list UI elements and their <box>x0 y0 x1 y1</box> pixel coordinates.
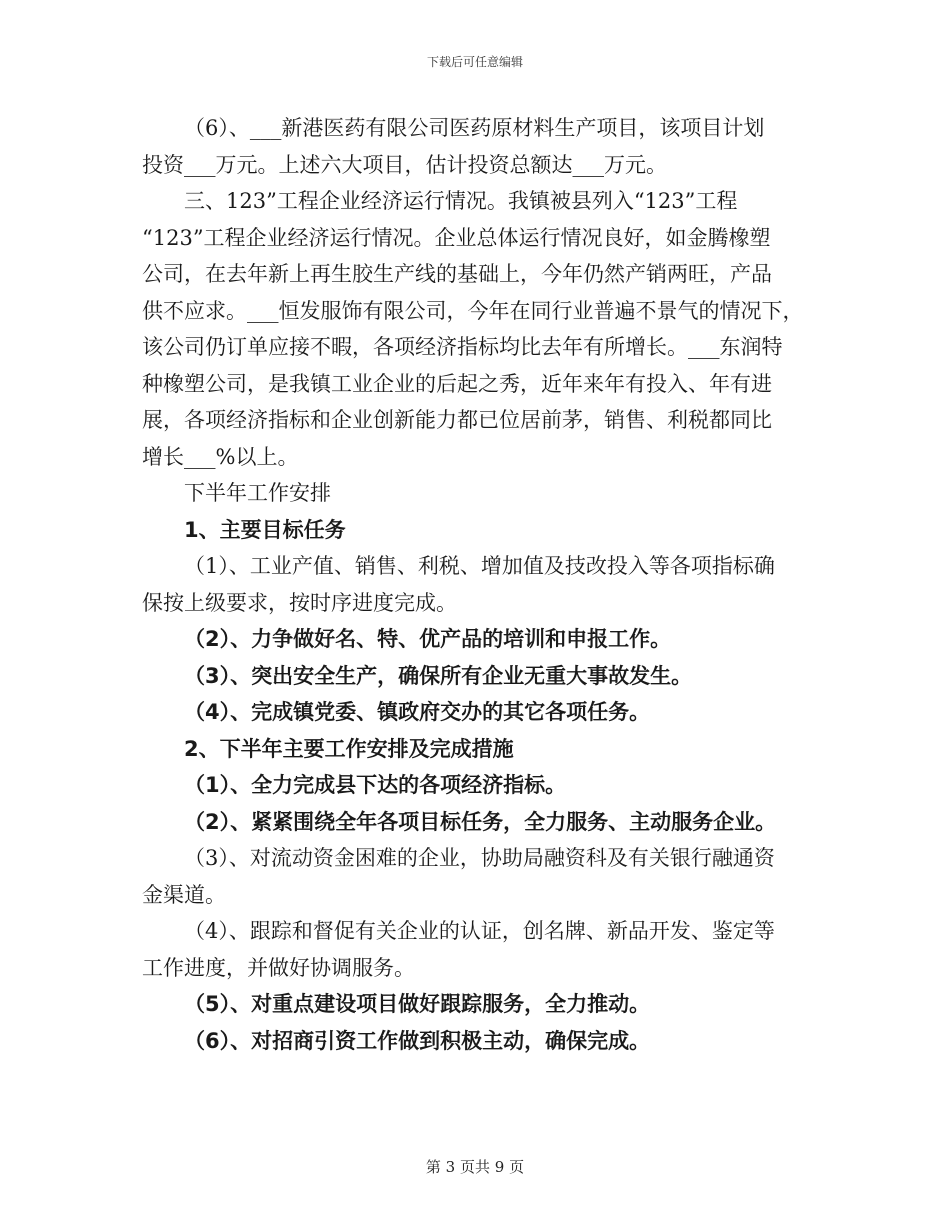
paragraph-line: 公司，在去年新上再生胶生产线的基础上，今年仍然产销两旺，产品 <box>142 262 772 286</box>
paragraph-line: （6）、___新港医药有限公司医药原材料生产项目，该项目计划 <box>184 116 765 140</box>
paragraph-line: （2）、力争做好名、特、优产品的培训和申报工作。 <box>184 627 672 651</box>
page-footer: 第 3 页共 9 页 <box>425 1158 525 1176</box>
paragraph-line: （6）、对招商引资工作做到积极主动，确保完成。 <box>184 1028 651 1053</box>
paragraph-line: 三、123”工程企业经济运行情况。我镇被县列入“123”工程 <box>184 189 738 213</box>
paragraph-line: 展，各项经济指标和企业创新能力都已位居前茅，销售、利税都同比 <box>142 408 772 432</box>
paragraph-line: 投资___万元。上述六大项目，估计投资总额达___万元。 <box>142 152 667 177</box>
paragraph-line: 工作进度，并做好协调服务。 <box>142 955 415 980</box>
paragraph-line: （3）、对流动资金困难的企业，协助局融资科及有关银行融通资 <box>184 846 775 870</box>
paragraph-line: 1、主要目标任务 <box>184 517 346 542</box>
paragraph-line: 金渠道。 <box>142 882 226 907</box>
paragraph-line: 2、下半年主要工作安排及完成措施 <box>184 736 514 761</box>
paragraph-line: “123”工程企业经济运行情况。企业总体运行情况良好，如金腾橡塑 <box>142 225 771 250</box>
paragraph-line: 供不应求。___恒发服饰有限公司，今年在同行业普遍不景气的情况下， <box>142 298 804 323</box>
paragraph-line: 种橡塑公司，是我镇工业企业的后起之秀，近年来年有投入、年有进 <box>142 371 772 396</box>
paragraph-line: 保按上级要求，按时序进度完成。 <box>142 590 457 615</box>
paragraph-line: （1）、全力完成县下达的各项经济指标。 <box>184 773 567 797</box>
paragraph-line: （5）、对重点建设项目做好跟踪服务，全力推动。 <box>184 992 651 1016</box>
paragraph-line: （1）、工业产值、销售、利税、增加值及技改投入等各项指标确 <box>184 554 775 578</box>
paragraph-line: 该公司仍订单应接不暇，各项经济指标均比去年有所增长。___东润特 <box>142 335 783 359</box>
paragraph-line: 下半年工作安排 <box>184 481 331 505</box>
paragraph-line: （4）、完成镇党委、镇政府交办的其它各项任务。 <box>184 700 651 724</box>
page-header: 下载后可任意编辑 <box>426 55 523 69</box>
paragraph-line: （2）、紧紧围绕全年各项目标任务，全力服务、主动服务企业。 <box>184 809 777 834</box>
paragraph-line: （3）、突出安全生产，确保所有企业无重大事故发生。 <box>184 663 693 688</box>
paragraph-line: 增长___%以上。 <box>142 444 299 469</box>
document-body <box>142 110 820 1059</box>
paragraph-line: （4）、跟踪和督促有关企业的认证，创名牌、新品开发、鉴定等 <box>184 919 775 943</box>
